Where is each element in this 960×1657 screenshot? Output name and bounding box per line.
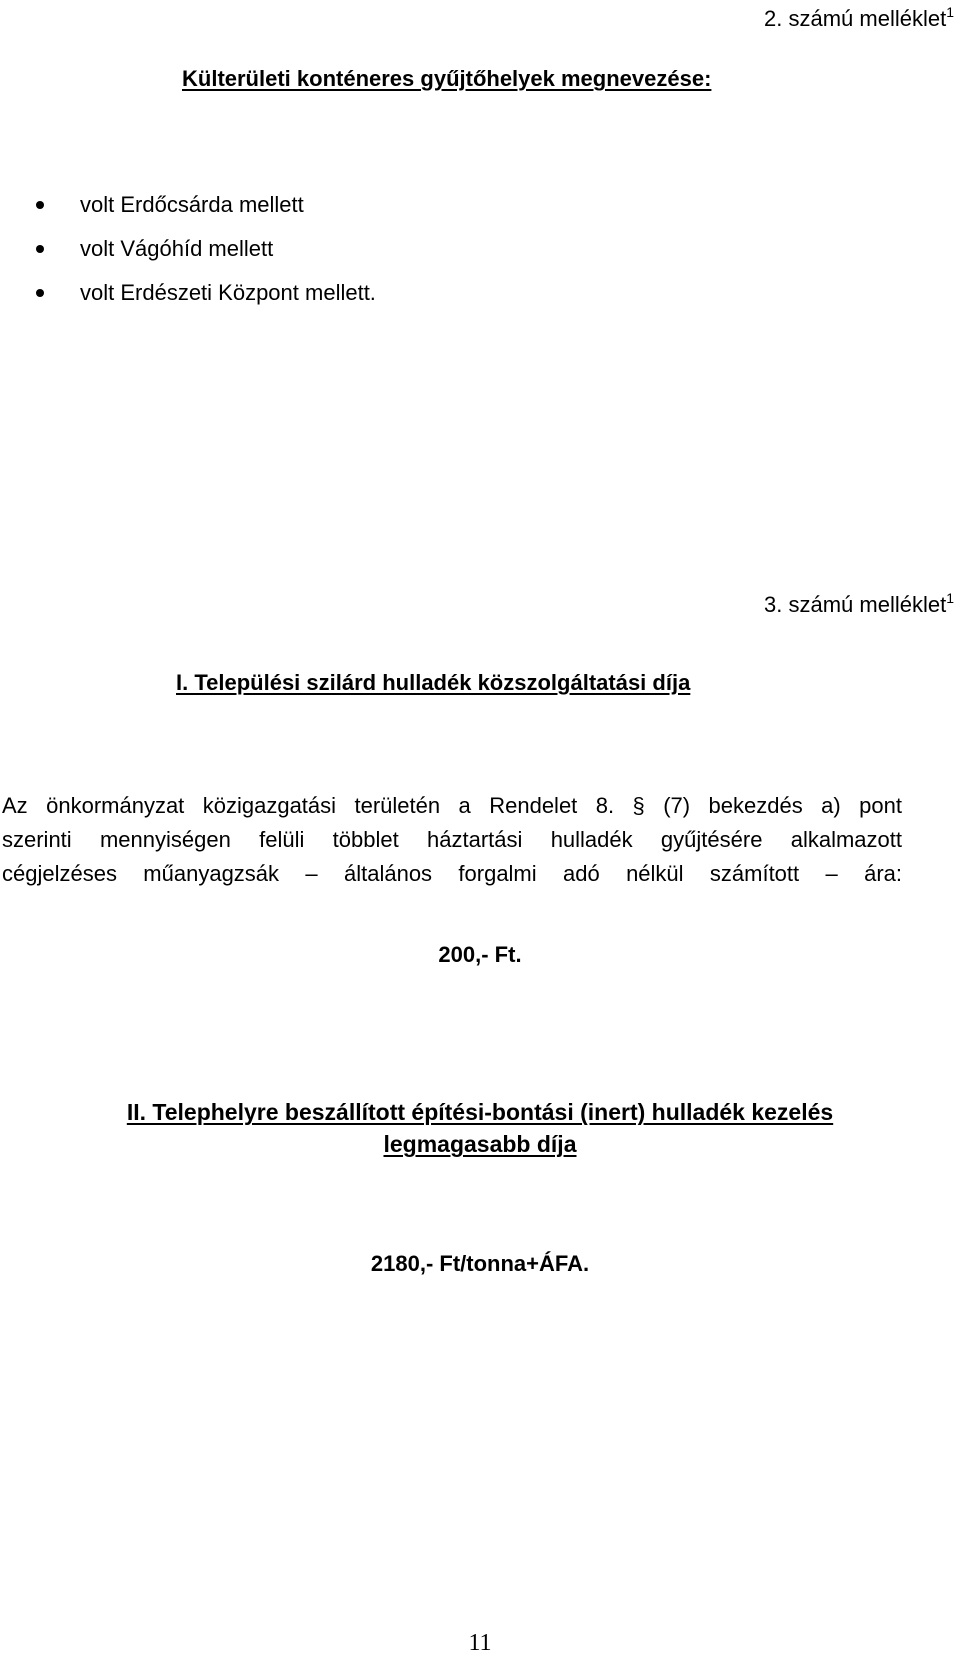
annex3-label bbox=[764, 590, 954, 618]
section1-paragraph bbox=[2, 789, 902, 891]
bullet-icon bbox=[36, 201, 44, 209]
section1-title: I. Települési szilárd hulladék közszolgáltatási díja bbox=[176, 670, 691, 695]
list-item-text: volt Erdőcsárda mellett bbox=[80, 192, 304, 217]
list-item bbox=[0, 183, 376, 227]
annex2-label-text: 2. számú melléklet bbox=[764, 6, 947, 31]
section2-title-line1: II. Telephelyre beszállított építési-bontási (inert) hulladék kezelés bbox=[126, 1099, 834, 1125]
annex3-label-text: 3. számú melléklet bbox=[764, 592, 947, 617]
bullet-icon bbox=[36, 289, 44, 297]
section1-price: 200,- Ft. bbox=[438, 942, 522, 967]
list-item-text: volt Vágóhíd mellett bbox=[80, 236, 274, 261]
annex2-footnote-mark: 1 bbox=[946, 4, 954, 20]
page-number: 11 bbox=[468, 1630, 492, 1656]
paragraph-line: Az önkormányzat közigazgatási területén a Rendelet 8. § (7) bekezdés a) pont bbox=[2, 793, 902, 818]
annex2-label bbox=[764, 4, 954, 32]
annex2-title: Külterületi konténeres gyűjtőhelyek megnevezése: bbox=[182, 66, 712, 91]
annex3-footnote-mark: 1 bbox=[946, 590, 954, 606]
collection-points-list bbox=[0, 183, 376, 315]
bullet-icon bbox=[36, 245, 44, 253]
paragraph-line: cégjelzéses műanyagzsák – általános forgalmi adó nélkül számított – ára: bbox=[2, 861, 902, 886]
list-item bbox=[0, 227, 376, 271]
paragraph-line: szerinti mennyiségen felüli többlet háztartási hulladék gyűjtésére alkalmazott bbox=[2, 827, 902, 852]
section2-title-line2: legmagasabb díja bbox=[383, 1131, 577, 1157]
section2-price: 2180,- Ft/tonna+ÁFA. bbox=[370, 1251, 590, 1276]
list-item-text: volt Erdészeti Központ mellett. bbox=[80, 280, 376, 305]
list-item bbox=[0, 271, 376, 315]
